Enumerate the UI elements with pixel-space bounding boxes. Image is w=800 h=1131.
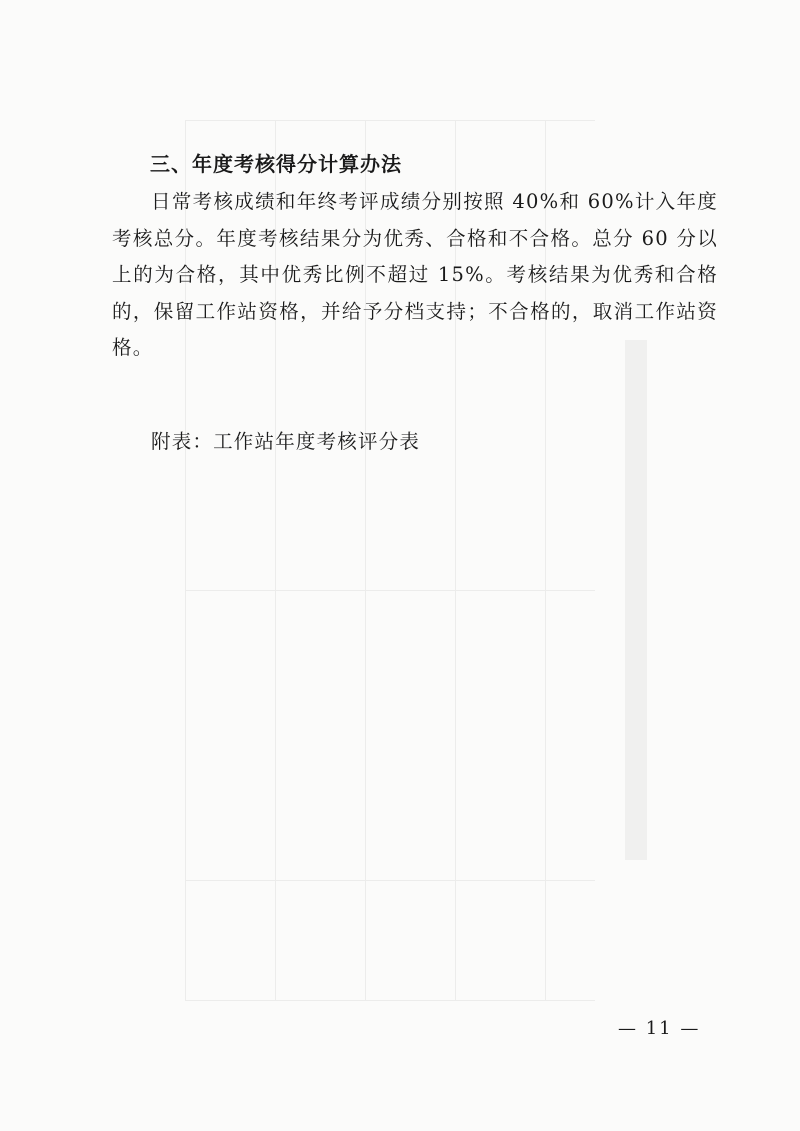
attachment-label: 附表：工作站年度考核评分表 [151,430,421,453]
section-paragraph: 日常考核成绩和年终考评成绩分别按照 40%和 60%计入年度考核总分。年度考核结果分为优秀、合格和不合格。总分 60 分以上的为合格，其中优秀比例不超过 15%。考核结果为优秀和合格的，保留工作站资格，并给予分档支持；不合格的，取消工作站资格。 [112,190,718,359]
bleed-line [185,880,595,881]
bleed-title-mark [625,340,687,860]
section-heading: 三、年度考核得分计算办法 [150,152,402,176]
page-number: — 11 — [618,1018,701,1039]
bleed-line [185,590,595,591]
bleed-line [185,120,595,121]
bleed-line [185,1000,595,1001]
